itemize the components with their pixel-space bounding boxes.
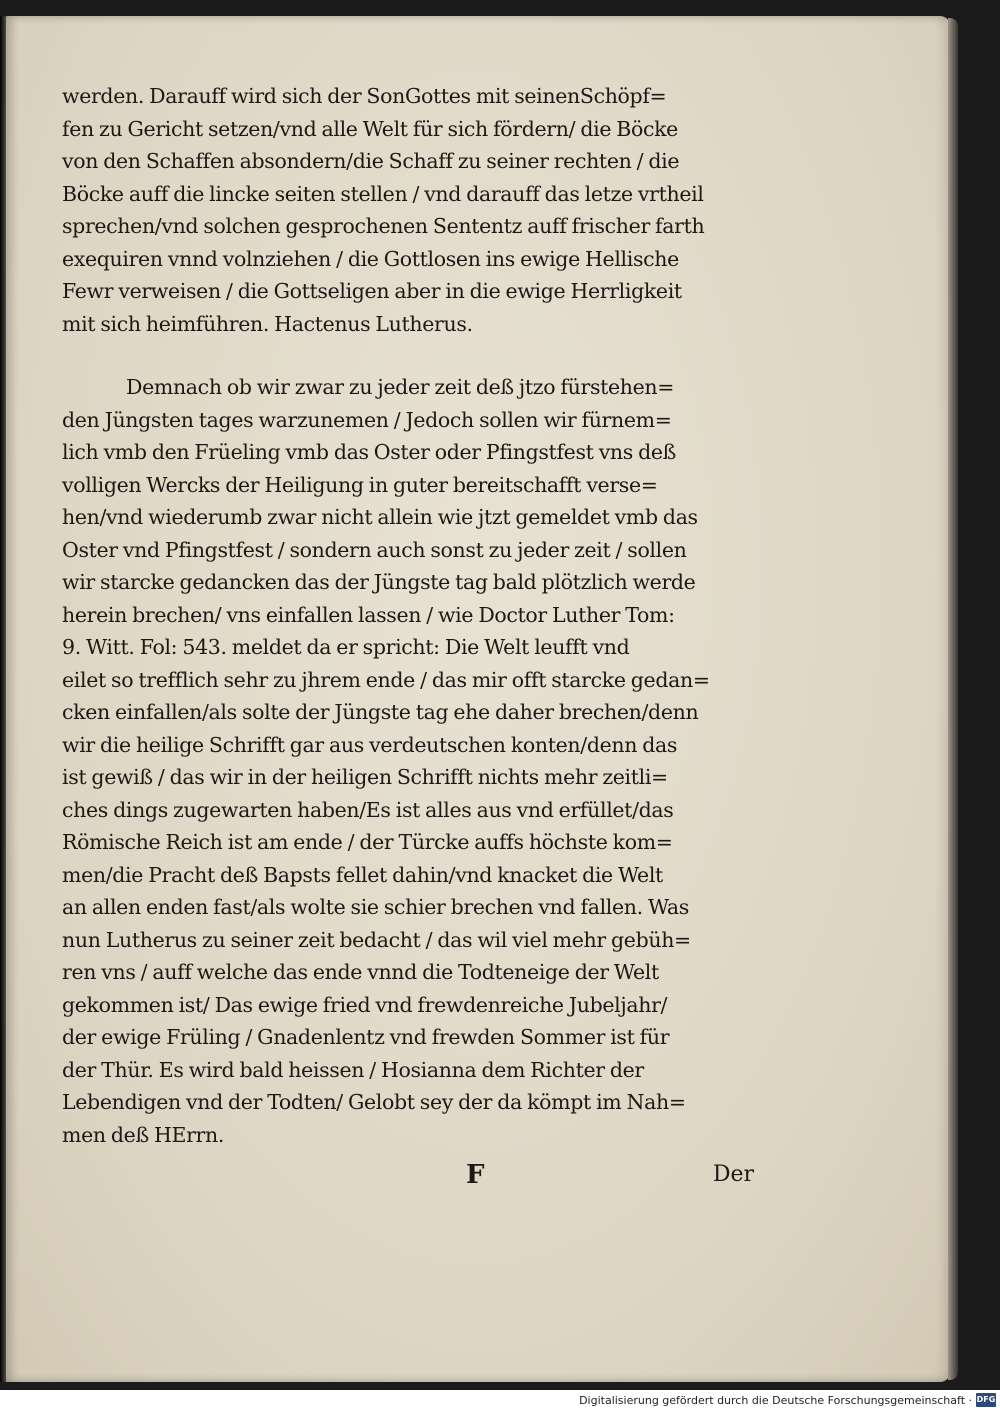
text-line: sprechen/vnd solchen gesprochenen Sententz auff frischer farth — [62, 214, 705, 238]
text-line: lich vmb den Früeling vmb das Oster oder Pfingstfest vns deß — [62, 440, 677, 464]
page-foot — [62, 1160, 762, 1200]
dfg-logo-icon: DFG — [976, 1393, 996, 1407]
text-line: cken einfallen/als solte der Jüngste tag ehe daher brechen/denn — [62, 700, 699, 724]
text-line: Demnach ob wir zwar zu jeder zeit deß jtzo fürstehen= — [126, 375, 675, 399]
text-line: men/die Pracht deß Bapsts fellet dahin/vnd knacket die Welt — [62, 862, 663, 887]
text-line: werden. Darauff wird sich der SonGottes mit seinenSchöpf= — [62, 84, 667, 108]
text-line: exequiren vnnd volnziehen / die Gottlosen ins ewige Hellische — [62, 246, 679, 271]
text-line: mit sich heimführen. Hactenus Lutherus. — [62, 311, 473, 336]
text-line: ches dings zugewarten haben/Es ist alles aus vnd erfüllet/das — [62, 797, 674, 822]
text-line: Fewr verweisen / die Gottseligen aber in die ewige Herrligkeit — [62, 279, 682, 303]
text-line: Lebendigen vnd der Todten/ Gelobt sey der da kömpt im Nah= — [62, 1090, 686, 1114]
catchword: Der — [712, 1162, 754, 1187]
text-line: Römische Reich ist am ende / der Türcke auffs höchste kom= — [62, 830, 673, 854]
text-line: wir die heilige Schrifft gar aus verdeutschen konten/denn das — [62, 732, 678, 757]
funding-footer — [0, 1390, 1000, 1413]
page-edge — [948, 18, 958, 1380]
text-line: Oster vnd Pfingstfest / sondern auch sonst zu jeder zeit / sollen — [62, 537, 687, 562]
text-line: volligen Wercks der Heiligung in guter bereitschafft verse= — [62, 472, 658, 497]
text-line: an allen enden fast/als wolte sie schier brechen vnd fallen. Was — [62, 895, 689, 919]
text-line: eilet so trefflich sehr zu jhrem ende / das mir offt starcke gedan= — [62, 667, 710, 692]
text-line: ren vns / auff welche das ende vnnd die Todteneige der Welt — [62, 960, 659, 984]
text-line: 9. Witt. Fol: 543. meldet da er spricht: Die Welt leufft vnd — [62, 635, 630, 659]
text-line: men deß HErrn. — [62, 1122, 225, 1147]
signature-mark: F — [466, 1160, 485, 1190]
text-line: fen zu Gericht setzen/vnd alle Welt für sich fördern/ die Böcke — [62, 116, 678, 141]
text-line: ist gewiß / das wir in der heiligen Schrifft nichts mehr zeitli= — [62, 765, 668, 789]
paragraph-gap — [62, 340, 762, 371]
paragraph-2 — [62, 371, 762, 1151]
funding-credit: Digitalisierung gefördert durch die Deutsche Forschungsgemeinschaft · — [579, 1394, 972, 1407]
text-line: hen/vnd wiederumb zwar nicht allein wie jtzt gemeldet vmb das — [62, 505, 698, 529]
text-line: wir starcke gedancken das der Jüngste tag bald plötzlich werde — [62, 570, 696, 594]
text-line: den Jüngsten tages warzunemen / Jedoch sollen wir fürnem= — [62, 407, 672, 432]
page-text — [62, 80, 762, 1151]
text-line: herein brechen/ vns einfallen lassen / wie Doctor Luther Tom: — [62, 602, 675, 627]
text-line: Böcke auff die lincke seiten stellen / vnd darauff das letze vrtheil — [62, 181, 704, 206]
text-line: von den Schaffen absondern/die Schaff zu seiner rechten / die — [62, 149, 680, 173]
text-line: gekommen ist/ Das ewige fried vnd frewdenreiche Jubeljahr/ — [62, 992, 668, 1017]
text-line: nun Lutherus zu seiner zeit bedacht / das wil viel mehr gebüh= — [62, 927, 691, 952]
paragraph-1 — [62, 80, 762, 340]
text-line: der ewige Früling / Gnadenlentz vnd frewden Sommer ist für — [62, 1025, 670, 1049]
text-line: der Thür. Es wird bald heissen / Hosianna dem Richter der — [62, 1057, 644, 1082]
